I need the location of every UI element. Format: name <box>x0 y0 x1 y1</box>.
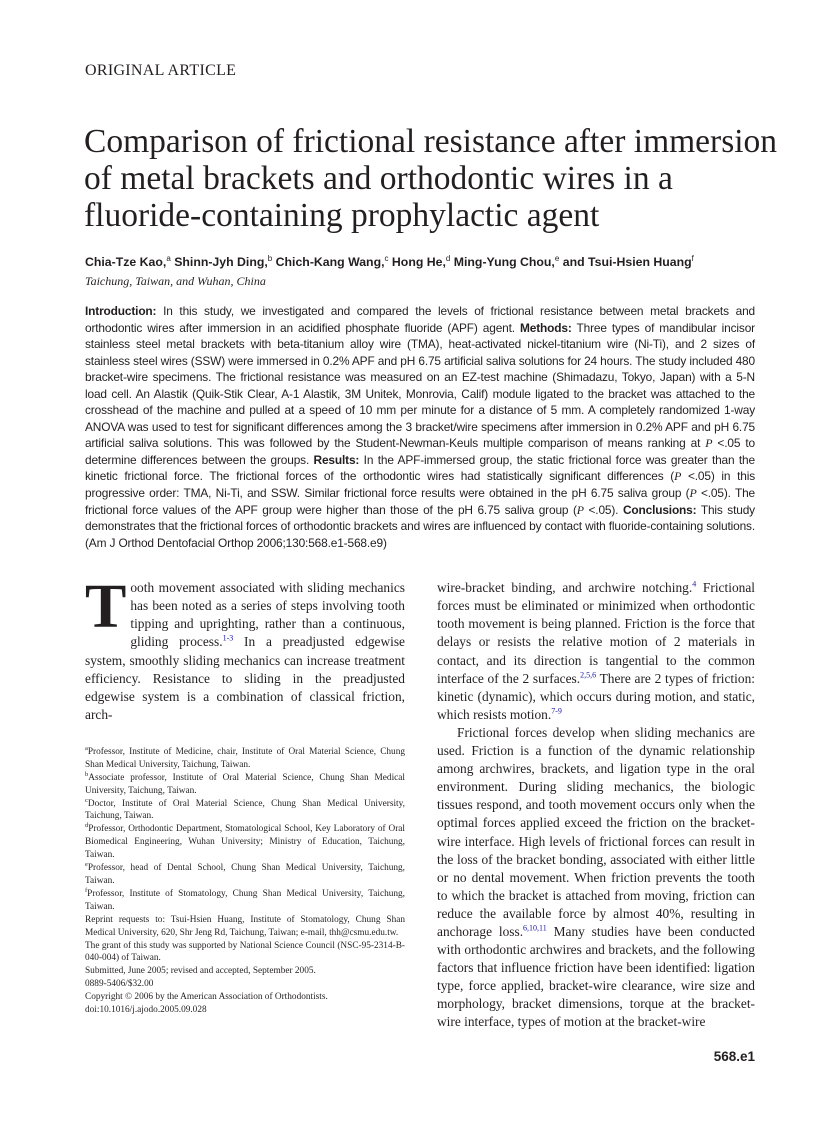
reference-link[interactable]: 2,5,6 <box>580 670 597 680</box>
author: Shinn-Jyh Ding,$^b$ <box>174 253 273 269</box>
submission-dates: Submitted, June 2005; revised and accepted, September 2005. <box>85 966 316 977</box>
author: and Tsui-Hsien Huang$^f$ <box>562 253 694 269</box>
abstract-label-conclusions: Conclusions: <box>622 502 697 517</box>
abstract-label-introduction: Introduction: <box>85 304 157 318</box>
article-title: Comparison of frictional resistance after immersion of metal brackets and orthodontic wires in a fluoride-containing prophylactic agent <box>84 123 778 234</box>
reference-link[interactable]: 1-3 <box>222 634 234 644</box>
reference-link[interactable]: 4 <box>692 579 697 589</box>
drop-cap: T <box>85 573 127 642</box>
issn-price: 0889-5406/$32.00 <box>85 979 154 990</box>
author: Hong He,$^d$ <box>391 253 451 269</box>
body-column-right <box>437 579 755 1031</box>
reprint-requests: Reprint requests to: Tsui-Hsien Huang, Institute of Stomatology, Chung Shan Medical University, 620, Shr Jeng Rd, Taichung, Taiwan; e-mail, thh@csmu.edu.tw. <box>85 914 405 938</box>
page-number: 568.e1 <box>713 1048 755 1064</box>
author: Chia-Tze Kao,$^a$ <box>85 253 171 269</box>
doi[interactable]: doi:10.1016/j.ajodo.2005.09.028 <box>85 1005 207 1016</box>
footnote: $^c$Doctor, Institute of Oral Material Science, Chung Shan Medical University, Taichung, Taiwan. <box>85 796 405 822</box>
author-location: Taichung, Taiwan, and Wuhan, China <box>85 274 266 288</box>
footnote: $^b$Associate professor, Institute of Oral Material Science, Chung Shan Medical University, Taichung, Taiwan. <box>85 770 405 796</box>
footnote: $^a$Professor, Institute of Medicine, chair, Institute of Oral Material Science, Chung Shan Medical University, Taichung, Taiwan. <box>85 744 405 770</box>
abstract-label-results: Results: <box>313 452 360 467</box>
body-columns <box>85 573 755 1031</box>
body-paragraph: wire-bracket binding, and archwire notching.$^4$ Frictional forces must be eliminated or minimized when orthodontic tooth movement is being planned. Friction is the force that delays or resists the relative motion of 2 materials in contact, and its direction is tangential to the common interface of the 2 surfaces.$^{2,5,6}$ There are 2 types of friction: kinetic (dynamic), which occurs during motion, and static, which resists motion.$^{7-9}$ <box>437 579 755 722</box>
reference-link[interactable]: 7-9 <box>551 706 562 716</box>
body-paragraph: Tooth movement associated with sliding mechanics has been noted as a series of steps involving tooth tipping and uprighting, rather than a continuous, gliding process.$^{1-3}$ In a preadjusted edgewise system, smoothly sliding mechanics can increase treatment efficiency. Resistance to sliding in the preadjusted edgewise system is a combination of classical friction, arch- <box>85 573 405 722</box>
footnote: $^d$Professor, Orthodontic Department, Stomatological School, Key Laboratory of Oral Biomedical Engineering, Wuhan University; Ministry of Education, Taichung, Taiwan. <box>85 822 405 861</box>
grant-note: The grant of this study was supported by National Science Council (NSC-95-2314-B-040-004) of Taiwan. <box>85 940 405 964</box>
body-text-left <box>85 573 405 724</box>
footnotes <box>85 746 405 1017</box>
footnote: $^f$Professor, Institute of Stomatology, Chung Shan Medical University, Taichung, Taiwan. <box>85 886 405 912</box>
author: Chich-Kang Wang,$^c$ <box>275 253 389 269</box>
reference-link[interactable]: 6,10,11 <box>523 923 547 933</box>
footnote: $^e$Professor, head of Dental School, Chung Shan Medical University, Taichung, Taiwan. <box>85 861 405 887</box>
copyright: Copyright © 2006 by the American Association of Orthodontists. <box>85 992 328 1003</box>
body-column-left <box>85 573 405 1017</box>
author: Ming-Yung Chou,$^e$ <box>453 253 560 269</box>
body-paragraph: Frictional forces develop when sliding mechanics are used. Friction is a function of the dynamic relationship among archwires, brackets, and ligation type in the oral environment. During sliding mechanics, the biologic tissues respond, and tooth movement occurs only when the optimal forces applied exceed the friction on the bracket-wire interface. High levels of frictional forces can result in the loss of the bracket bonding, associated with either little or no dental movement. When friction prevents the tooth to which the bracket is attached from moving, friction can reduce the available force by almost 40%, resulting in anchorage loss.$^{6,10,11}$ Many studies have been conducted with orthodontic archwires and brackets, and the following factors that influence friction have been identified: ligation type, force applied, bracket-wire clearance, wire size and morphology, bracket dimensions, torque at the bracket-wire interface, types of motion at the bracket-wire <box>437 724 755 1030</box>
section-label: ORIGINAL ARTICLE <box>85 62 237 79</box>
abstract: Introduction: In this study, we investigated and compared the levels of frictional resistance between metal brackets and orthodontic wires after immersion in an acidified phosphate fluoride (APF) agent. Methods: Three types of mandibular incisor stainless steel metal brackets with beta-titanium alloy wire (TMA), heat-activated nickel-titanium wire (Ni-Ti), and 2 sizes of stainless steel wires (SSW) were immersed in 0.2% APF and pH 6.75 artificial saliva solutions for 24 hours. The study included 480 bracket-wire specimens. The frictional resistance was measured on an EZ-test machine (Shimadazu, Tokyo, Japan) with a 5-N load cell. An Alastik (Quik-Stik Clear, A-1 Alastik, 3M Unitek, Monrovia, Calif) module ligated to the bracket was attached to the crosshead of the machine and pulled at a speed of 10 mm per minute for a distance of 5 mm. A completely randomized 1-way ANOVA was used to test for significant differences among the 3 bracket/wire specimens after immersion in 0.2% APF and pH 6.75 artificial saliva solutions. This was followed by the Student-Newman-Keuls multiple comparison of means ranking at P <.05 to determine differences between the groups. Results: In the APF-immersed group, the static frictional force was greater than the kinetic frictional force. The frictional forces of the orthodontic wires had statistically significant differences (P <.05) in this progressive order: TMA, Ni-Ti, and SSW. Similar frictional force results were obtained in the pH 6.75 saliva group (P <.05). The frictional force values of the APF group were higher than those of the pH 6.75 saliva group (P <.05). Conclusions: This study demonstrates that the frictional forces of orthodontic brackets and wires are influenced by contact with fluoride-containing solutions. (Am J Orthod Dentofacial Orthop 2006;130:568.e1-568.e9) <box>85 304 756 550</box>
author-list <box>85 254 755 271</box>
abstract-label-methods: Methods: <box>520 320 572 335</box>
